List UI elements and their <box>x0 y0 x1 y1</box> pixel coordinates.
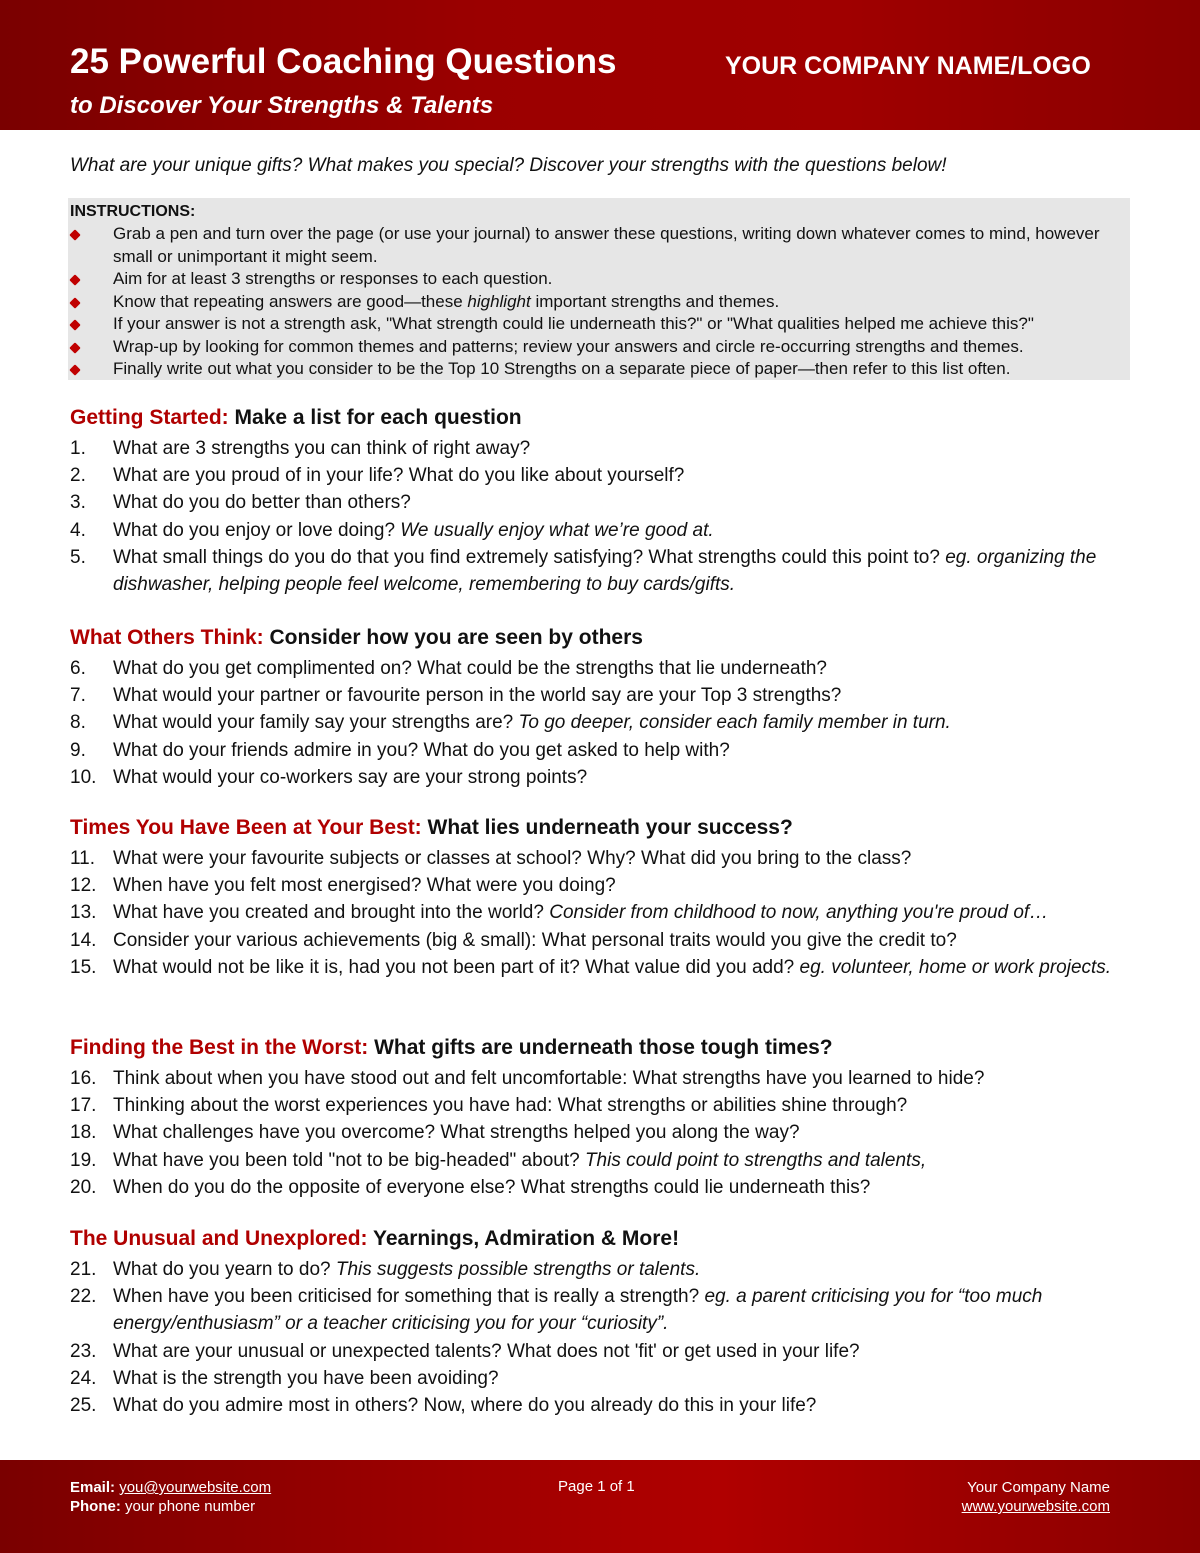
question-item <box>70 1365 1140 1392</box>
question-text: Consider your various achievements (big & small): What personal traits would you give the credit to? <box>113 929 957 951</box>
question-item <box>70 1174 1140 1201</box>
section-heading <box>70 815 1140 841</box>
intro-text: What are your unique gifts? What makes you special? Discover your strengths with the questions below! <box>70 155 947 176</box>
question-text: What do you yearn to do? <box>113 1259 331 1280</box>
question-item <box>70 927 1140 954</box>
instruction-item <box>68 313 1130 336</box>
section-heading-red: Getting Started: <box>70 406 229 429</box>
question-text: What small things do you do that you find extremely satisfying? What strengths could this point to? <box>113 546 940 568</box>
question-item <box>70 1338 1140 1365</box>
instruction-text: If your answer is not a strength ask, "What strength could lie underneath this?" or "What qualities helped me achieve this?" <box>113 314 1034 333</box>
section <box>70 625 1140 791</box>
instructions-list <box>68 223 1130 381</box>
bullet-icon <box>69 274 80 285</box>
question-number: 19. <box>70 1149 97 1171</box>
question-note: eg. volunteer, home or work projects. <box>799 956 1112 978</box>
question-item <box>70 1256 1140 1283</box>
section-heading <box>70 1035 1140 1061</box>
question-item <box>70 517 1140 544</box>
question-number: 10. <box>70 766 97 788</box>
question-item <box>70 845 1140 872</box>
instruction-text: Finally write out what you consider to be the Top 10 Strengths on a separate piece of paper—then refer to this list often. <box>113 359 1011 378</box>
question-note: eg. a parent criticising you for “too much energy/enthusiasm” or a teacher criticising you for your “curiosity”. <box>113 1286 1043 1335</box>
header-banner <box>0 0 1200 130</box>
bullet-icon <box>69 319 80 330</box>
instruction-text: Know that repeating answers are good—these highlight important strengths and themes. <box>113 291 780 311</box>
section-heading-black: What gifts are underneath those tough times? <box>374 1036 833 1059</box>
bullet-icon <box>69 342 80 353</box>
footer-company-name: Your Company Name <box>967 1479 1110 1496</box>
website-link[interactable]: www.yourwebsite.com <box>961 1498 1110 1515</box>
section <box>70 815 1140 981</box>
question-number: 22. <box>70 1286 97 1308</box>
question-text: What do you enjoy or love doing? <box>113 519 396 541</box>
question-item <box>70 764 1140 791</box>
section <box>70 405 1140 598</box>
section-heading-red: What Others Think: <box>70 626 264 649</box>
email-label: Email: <box>70 1479 116 1496</box>
bullet-icon <box>69 297 80 308</box>
question-number: 23. <box>70 1340 97 1362</box>
instructions-box <box>68 198 1130 380</box>
question-number: 12. <box>70 875 97 897</box>
question-number: 5. <box>70 546 86 568</box>
question-item <box>70 1283 1140 1337</box>
question-number: 25. <box>70 1395 97 1417</box>
section-heading-red: Times You Have Been at Your Best: <box>70 816 422 839</box>
section <box>70 1226 1140 1419</box>
question-item <box>70 435 1140 462</box>
question-number: 1. <box>70 438 86 459</box>
question-number: 14. <box>70 929 97 951</box>
footer-company <box>962 1478 1110 1516</box>
section-heading-black: Make a list for each question <box>234 406 522 429</box>
question-item <box>70 1119 1140 1146</box>
question-number: 6. <box>70 658 86 679</box>
question-note: This could point to strengths and talents, <box>584 1149 927 1171</box>
question-note: To go deeper, consider each family member in turn. <box>518 712 951 734</box>
question-number: 16. <box>70 1068 97 1089</box>
instruction-text: Wrap-up by looking for common themes and patterns; review your answers and circle re-occurring strengths and themes. <box>113 336 1024 356</box>
section-heading <box>70 405 1140 431</box>
question-number: 8. <box>70 712 86 734</box>
phone-number: your phone number <box>125 1498 256 1515</box>
question-number: 15. <box>70 956 97 978</box>
question-text: What were your favourite subjects or classes at school? Why? What did you bring to the class? <box>113 848 912 869</box>
section-heading-black: What lies underneath your success? <box>427 816 793 839</box>
question-text: What are 3 strengths you can think of right away? <box>113 438 531 459</box>
page-indicator: Page 1 of 1 <box>558 1478 635 1495</box>
question-text: What do you admire most in others? Now, where do you already do this in your life? <box>113 1395 817 1417</box>
question-text: What would your partner or favourite person in the world say are your Top 3 strengths? <box>113 685 842 707</box>
question-text: What have you been told "not to be big-headed" about? <box>113 1149 580 1171</box>
question-number: 7. <box>70 685 86 707</box>
instructions-label: INSTRUCTIONS: <box>70 203 196 220</box>
question-item <box>70 1065 1140 1092</box>
question-note: We usually enjoy what we’re good at. <box>400 519 714 541</box>
question-item <box>70 872 1140 899</box>
page-title: 25 Powerful Coaching Questions <box>70 42 617 81</box>
page-subtitle: to Discover Your Strengths & Talents <box>70 92 494 119</box>
question-text: When do you do the opposite of everyone else? What strengths could lie underneath this? <box>113 1176 871 1198</box>
question-item <box>70 544 1140 598</box>
question-text: What do you get complimented on? What could be the strengths that lie underneath? <box>113 658 828 679</box>
question-item <box>70 899 1140 926</box>
question-text: What is the strength you have been avoiding? <box>113 1367 499 1389</box>
question-item <box>70 954 1140 981</box>
question-item <box>70 655 1140 682</box>
instruction-text: Grab a pen and turn over the page (or use your journal) to answer these questions, writing down whatever comes to mind, however small or unimportant it might seem. <box>113 224 1100 266</box>
question-number: 3. <box>70 492 86 514</box>
section-heading-red: The Unusual and Unexplored: <box>70 1227 368 1250</box>
email-link[interactable]: you@yourwebsite.com <box>119 1479 272 1496</box>
question-text: What do your friends admire in you? What do you get asked to help with? <box>113 739 730 761</box>
question-number: 13. <box>70 902 97 924</box>
footer-contact <box>70 1478 271 1516</box>
section-heading-black: Consider how you are seen by others <box>269 626 643 649</box>
footer-banner <box>0 1460 1200 1553</box>
section-heading-black: Yearnings, Admiration & More! <box>373 1227 680 1250</box>
question-item <box>70 1092 1140 1119</box>
question-text: What do you do better than others? <box>113 492 411 514</box>
section-heading-red: Finding the Best in the Worst: <box>70 1036 369 1059</box>
question-text: Think about when you have stood out and felt uncomfortable: What strengths have you learned to hide? <box>113 1068 985 1089</box>
question-item <box>70 682 1140 709</box>
bullet-icon <box>69 364 80 375</box>
instruction-item <box>68 268 1130 291</box>
question-text: When have you felt most energised? What were you doing? <box>113 875 616 897</box>
bullet-icon <box>69 229 80 240</box>
question-text: What have you created and brought into the world? <box>113 902 544 924</box>
phone-label: Phone: <box>70 1498 121 1515</box>
question-text: What are you proud of in your life? What do you like about yourself? <box>113 465 685 487</box>
section <box>70 1035 1140 1201</box>
question-text: What would not be like it is, had you not been part of it? What value did you add? <box>113 956 795 978</box>
question-item <box>70 462 1140 489</box>
question-item <box>70 709 1140 736</box>
instruction-text: Aim for at least 3 strengths or responses to each question. <box>113 269 553 288</box>
question-number: 17. <box>70 1095 97 1117</box>
question-text: What challenges have you overcome? What strengths helped you along the way? <box>113 1122 800 1144</box>
question-note: This suggests possible strengths or talents. <box>335 1259 701 1280</box>
section-heading <box>70 625 1140 651</box>
question-item <box>70 489 1140 516</box>
question-number: 20. <box>70 1176 97 1198</box>
question-item <box>70 1392 1140 1419</box>
question-text: What would your co-workers say are your strong points? <box>113 766 588 788</box>
company-logo-placeholder: YOUR COMPANY NAME/LOGO <box>725 52 1091 80</box>
question-text: Thinking about the worst experiences you have had: What strengths or abilities shine through? <box>113 1095 908 1117</box>
question-number: 4. <box>70 519 86 541</box>
question-number: 11. <box>70 848 96 869</box>
question-note: Consider from childhood to now, anything you're proud of… <box>549 902 1049 924</box>
question-note: eg. organizing the dishwasher, helping people feel welcome, remembering to buy cards/gifts. <box>113 546 1097 596</box>
question-text: When have you been criticised for something that is really a strength? <box>113 1286 700 1308</box>
question-number: 9. <box>70 739 86 761</box>
question-item <box>70 1147 1140 1174</box>
instruction-item <box>68 223 1130 268</box>
instruction-item <box>68 358 1130 381</box>
instruction-item <box>68 336 1130 359</box>
question-text: What are your unusual or unexpected talents? What does not 'fit' or get used in your life? <box>113 1340 860 1362</box>
question-item <box>70 737 1140 764</box>
instruction-item <box>68 291 1130 314</box>
question-number: 21. <box>70 1259 97 1280</box>
question-number: 2. <box>70 465 86 487</box>
question-text: What would your family say your strengths are? <box>113 712 514 734</box>
question-number: 18. <box>70 1122 97 1144</box>
question-number: 24. <box>70 1367 97 1389</box>
section-heading <box>70 1226 1140 1252</box>
